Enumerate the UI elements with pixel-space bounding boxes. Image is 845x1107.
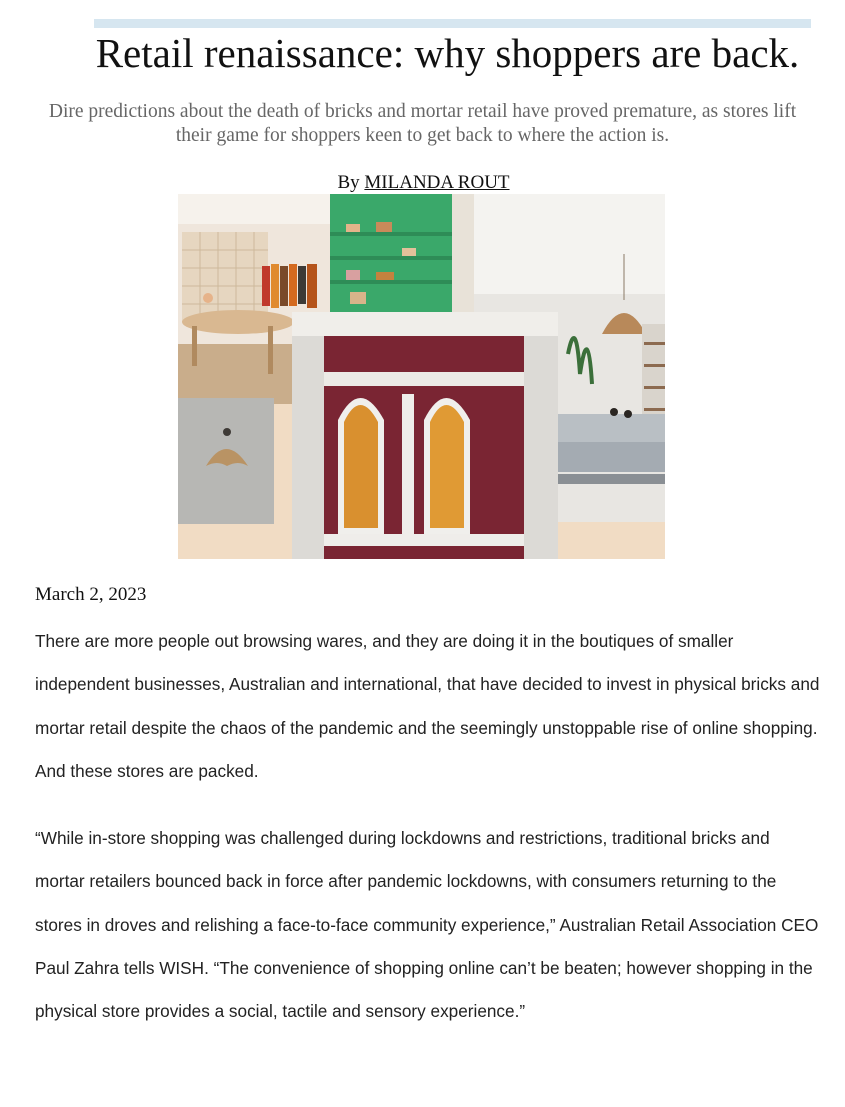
article-title: Retail renaissance: why shoppers are back. (95, 30, 800, 76)
header-accent-bar (94, 19, 811, 28)
article-paragraph-1: There are more people out browsing wares, and they are doing it in the boutiques of smaller independent businesses, Australian and international, that have decided to invest in physical bricks and mortar retail despite the chaos of the pandemic and the seemingly unstoppable rise of online shopping. And these stores are packed. (35, 631, 820, 781)
author-link[interactable]: MILANDA ROUT (364, 172, 510, 193)
article-date: March 2, 2023 (35, 584, 147, 605)
byline (0, 172, 845, 194)
article-subtitle: Dire predictions about the death of bricks and mortar retail have proved premature, as stores lift their game for shoppers keen to get back to where the action is. (48, 101, 797, 146)
hero-image-collage (178, 194, 665, 559)
byline-prefix: By (337, 172, 365, 193)
wall-lamp-photo (178, 398, 274, 524)
green-shelving-photo (330, 194, 474, 312)
heritage-facade-photo (292, 312, 558, 559)
article-paragraph-2: “While in-store shopping was challenged during lockdowns and restrictions, traditional bricks and mortar retailers bounced back in force after pandemic lockdowns, with consumers returning to the stores in droves and relishing a face-to-face community experience,” Australian Retail Association CEO Paul Zahra tells WISH. “The convenience of shopping online can’t be beaten; however shopping in the physical store provides a social, tactile and sensory experience.” (35, 828, 819, 1022)
